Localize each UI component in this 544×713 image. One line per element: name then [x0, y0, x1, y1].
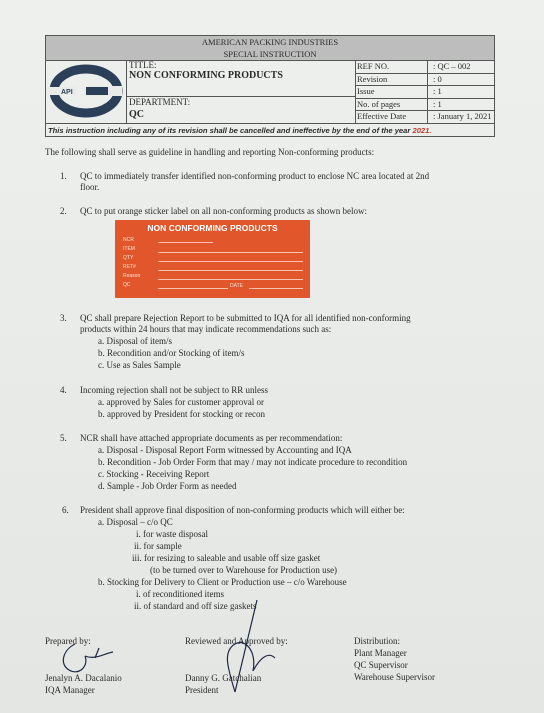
department-value: QC — [129, 109, 144, 120]
sticker-label-ret: RET# — [123, 264, 136, 270]
distribution-item: QC Supervisor — [354, 660, 408, 670]
item-3-line-2: products within 24 hours that may indicate recommendations such as: — [80, 324, 332, 334]
distribution-item: Warehouse Supervisor — [354, 672, 436, 682]
item-6-sub-a-i: i. for waste disposal — [136, 529, 208, 539]
item-6-sub-a-iii: iii. for resizing to saleable and usable off size gasket — [132, 553, 321, 563]
item-3-number: 3. — [60, 313, 67, 323]
reviewed-by-role: President — [185, 685, 219, 695]
prepared-by-name: Jenalyn A. Dacalanio — [45, 673, 122, 683]
item-5-sub-a: a. Disposal - Disposal Report Form witnessed by Accounting and IQA — [98, 445, 352, 455]
company-name: AMERICAN PACKING INDUSTRIES — [201, 37, 339, 47]
item-6-sub-b-ii: ii. of standard and off size gaskets — [134, 601, 257, 611]
item-5-line-1: NCR shall have attached appropriate documents as per recommendation: — [80, 433, 343, 443]
intro-text: The following shall serve as guideline in handling and reporting Non-conforming products: — [45, 147, 375, 157]
reference-fields — [355, 60, 494, 123]
title-block — [126, 60, 356, 123]
validity-year: 2021. — [412, 126, 432, 135]
document-header — [45, 35, 495, 137]
item-1-number: 1. — [60, 171, 67, 181]
logo-text: API — [61, 89, 73, 96]
item-6-number: 6. — [62, 505, 69, 515]
item-2-number: 2. — [60, 206, 67, 216]
sticker-title: NON CONFORMING PRODUCTS — [147, 223, 278, 233]
sticker-label-date: DATE — [230, 283, 243, 289]
distribution-item: Plant Manager — [354, 648, 407, 658]
company-logo — [46, 60, 127, 123]
sticker-label-qty: QTY — [123, 255, 134, 261]
field-pages: No. of pages : 1 — [355, 98, 494, 112]
api-logo-icon — [46, 60, 126, 123]
item-6-line-1: President shall approve final disposition of non-conforming products which will either be: — [80, 505, 405, 515]
field-effective-date: Effective Date : January 1, 2021 — [357, 111, 492, 122]
item-6-sub-b-i: i. of reconditioned items — [136, 589, 224, 599]
item-6-sub-b: b. Stocking for Delivery to Client or Production use – c/o Warehouse — [98, 577, 347, 587]
item-6-sub-a-ii: ii. for sample — [134, 541, 182, 551]
item-5-number: 5. — [60, 433, 67, 443]
sticker-label-ncr: NCR — [123, 237, 134, 243]
sticker-label-item: ITEM — [123, 246, 135, 252]
field-revision: Revision : 0 — [355, 73, 494, 87]
sticker-label-reason: Reason — [123, 273, 141, 279]
item-4-sub-a: a. approved by Sales for customer approval or — [98, 397, 264, 407]
document-title: NON CONFORMING PRODUCTS — [129, 70, 283, 81]
prepared-by-role: IQA Manager — [45, 685, 95, 695]
item-4-line-1: Incoming rejection shall not be subject to RR unless — [80, 385, 268, 395]
field-ref-no: REF NO. : QC – 002 — [355, 60, 494, 74]
validity-note: This instruction including any of its revision shall be cancelled and ineffective by the end of the year 2021. — [46, 123, 494, 136]
item-3-sub-c: c. Use as Sales Sample — [98, 360, 181, 370]
header-banner — [46, 36, 494, 61]
reviewed-by-name: Danny G. Gatchalian — [185, 673, 262, 683]
document-type: SPECIAL INSTRUCTION — [223, 49, 317, 59]
field-issue: Issue : 1 — [355, 85, 494, 99]
item-1-line-2: floor. — [80, 182, 100, 192]
item-3-sub-a: a. Disposal of item/s — [98, 336, 172, 346]
item-3-line-1: QC shall prepare Rejection Report to be submitted to IQA for all identified non-conforming — [80, 313, 411, 323]
distribution-label: Distribution: — [354, 636, 401, 646]
reviewed-by-label: Reviewed and Approved by: — [185, 636, 288, 646]
item-1-line-1: QC to immediately transfer identified non-conforming product to enclose NC area located at 2nd — [80, 171, 430, 181]
item-2-line-1: QC to put orange sticker label on all non-conforming products as shown below: — [80, 206, 367, 216]
item-5-sub-c: c. Stocking - Receiving Report — [98, 469, 210, 479]
sticker-label-qc: QC — [123, 282, 131, 288]
item-4-number: 4. — [60, 385, 67, 395]
item-6-sub-a: a. Disposal – c/o QC — [98, 517, 173, 527]
item-5-sub-b: b. Recondition - Job Order Form that may / may not indicate procedure to recondition — [98, 457, 408, 467]
item-6-sub-a-iii-note: (to be turned over to Warehouse for Production use) — [150, 565, 338, 575]
nc-sticker-label — [115, 220, 310, 298]
item-3-sub-b: b. Recondition and/or Stocking of item/s — [98, 348, 245, 358]
prepared-by-label: Prepared by: — [45, 636, 91, 646]
title-label: TITLE: — [129, 60, 157, 70]
item-4-sub-b: b. approved by President for stocking or recon — [98, 409, 265, 419]
department-label: DEPARTMENT: — [129, 97, 191, 107]
item-5-sub-d: d. Sample - Job Order Form as needed — [98, 481, 237, 491]
